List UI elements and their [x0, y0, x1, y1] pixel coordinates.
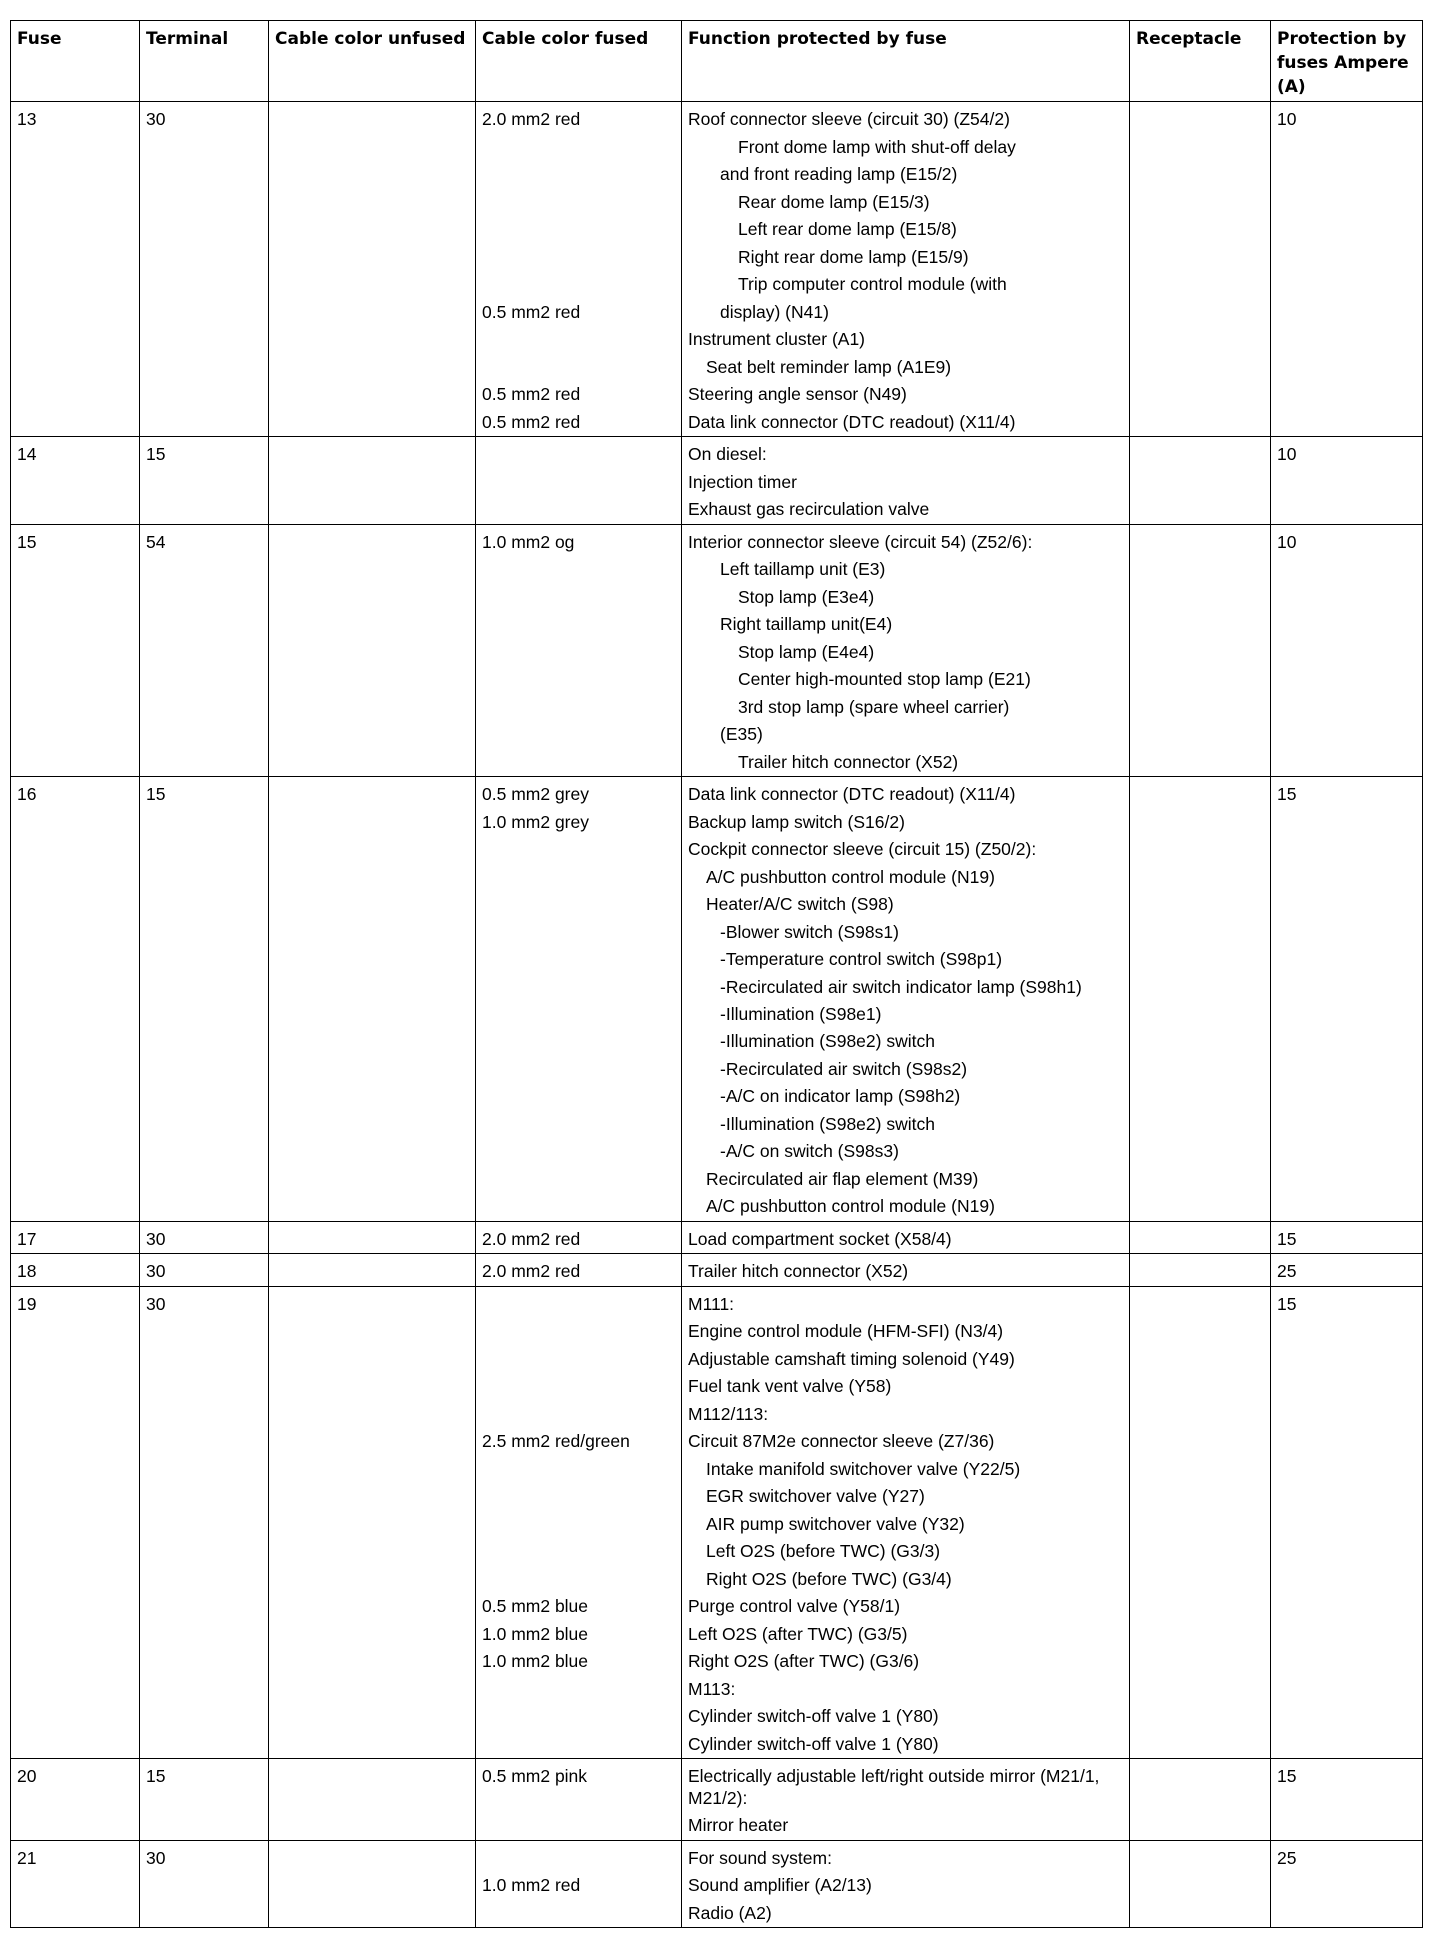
cable-color-value: 0.5 mm2 red — [482, 384, 581, 404]
function-item: Rear dome lamp (E15/3) — [738, 191, 930, 212]
function-item: For sound system: — [688, 1847, 832, 1868]
fuse-number: 14 — [11, 437, 140, 525]
cable-color-value — [482, 1346, 675, 1374]
fuse-number: 17 — [11, 1221, 140, 1254]
function-item: -Recirculated air switch indicator lamp (S98h1) — [720, 976, 1082, 997]
function-item: Stop lamp (E4e4) — [738, 641, 875, 662]
header-row — [11, 21, 1423, 102]
function-item: Exhaust gas recirculation valve — [688, 499, 930, 519]
function-item: Heater/A/C switch (S98) — [706, 894, 894, 914]
function-item: Front dome lamp with shut-off delay — [738, 136, 1016, 157]
function-list — [682, 1221, 1130, 1254]
table-row — [11, 1759, 1423, 1841]
function-item: Injection timer — [688, 471, 797, 492]
cable-color-value — [482, 134, 675, 162]
function-item: -Blower switch (S98s1) — [720, 921, 899, 942]
cable-color-value: 0.5 mm2 pink — [482, 1766, 588, 1786]
function-item: Stop lamp (E3e4) — [738, 586, 875, 607]
cable-color-fused — [476, 1759, 682, 1841]
function-item: Sound amplifier (A2/13) — [688, 1875, 872, 1895]
function-item: -Illumination (S98e1) — [720, 1003, 882, 1024]
cable-color-value: 1.0 mm2 blue — [482, 1623, 589, 1644]
cable-color-value — [482, 1401, 675, 1429]
cable-color-unfused — [269, 1840, 476, 1928]
cable-color-value: 2.0 mm2 red — [482, 1261, 581, 1281]
receptacle — [1130, 437, 1271, 525]
cable-color-value — [482, 1291, 675, 1319]
terminal: 30 — [140, 1286, 269, 1759]
fuse-number: 20 — [11, 1759, 140, 1841]
cable-color-value — [482, 1538, 675, 1566]
function-item: -Illumination (S98e2) switch — [720, 1031, 935, 1051]
function-item: AIR pump switchover valve (Y32) — [706, 1513, 965, 1534]
cable-color-unfused — [269, 1254, 476, 1287]
fuse-rating: 25 — [1271, 1254, 1423, 1287]
function-item: Data link connector (DTC readout) (X11/4) — [688, 411, 1016, 432]
function-item: Data link connector (DTC readout) (X11/4) — [688, 784, 1016, 804]
function-item: Right O2S (before TWC) (G3/4) — [706, 1568, 952, 1589]
header-function: Function protected by fuse — [682, 21, 1130, 102]
terminal: 15 — [140, 1759, 269, 1841]
cable-color-unfused — [269, 102, 476, 437]
cable-color-fused — [476, 1221, 682, 1254]
receptacle — [1130, 1840, 1271, 1928]
receptacle — [1130, 102, 1271, 437]
function-list — [682, 437, 1130, 525]
function-item: A/C pushbutton control module (N19) — [706, 1196, 995, 1216]
cable-color-value — [482, 1566, 675, 1594]
fuse-rating: 25 — [1271, 1840, 1423, 1928]
function-item: M111: — [688, 1293, 735, 1314]
terminal: 30 — [140, 1840, 269, 1928]
function-item: Load compartment socket (X58/4) — [688, 1228, 952, 1249]
cable-color-fused — [476, 1286, 682, 1759]
function-item: -Recirculated air switch (S98s2) — [720, 1058, 968, 1079]
function-item: Adjustable camshaft timing solenoid (Y49) — [688, 1348, 1015, 1369]
cable-color-value — [482, 1511, 675, 1539]
cable-color-value: 0.5 mm2 red — [482, 301, 581, 322]
function-item: Right taillamp unit(E4) — [720, 614, 893, 634]
cable-color-value — [482, 244, 675, 272]
cable-color-fused — [476, 777, 682, 1222]
function-item: Right rear dome lamp (E15/9) — [738, 246, 969, 267]
function-item: Left O2S (before TWC) (G3/3) — [706, 1541, 941, 1561]
cable-color-value — [482, 1373, 675, 1401]
function-item: Left rear dome lamp (E15/8) — [738, 219, 957, 239]
cable-color-unfused — [269, 1221, 476, 1254]
fuse-number: 21 — [11, 1840, 140, 1928]
cable-color-value — [482, 161, 675, 189]
cable-color-value — [482, 1845, 675, 1873]
cable-color-unfused — [269, 777, 476, 1222]
terminal: 54 — [140, 524, 269, 777]
cable-color-value — [482, 1456, 675, 1484]
cable-color-value — [482, 1483, 675, 1511]
fuse-rating: 10 — [1271, 437, 1423, 525]
function-item: Center high-mounted stop lamp (E21) — [738, 669, 1031, 689]
receptacle — [1130, 777, 1271, 1222]
table-row — [11, 102, 1423, 437]
function-item: 3rd stop lamp (spare wheel carrier) — [738, 696, 1010, 717]
cable-color-fused — [476, 524, 682, 777]
cable-color-value: 1.0 mm2 blue — [482, 1651, 589, 1671]
function-item: display) (N41) — [720, 301, 829, 322]
cable-color-value — [482, 326, 675, 354]
table-row — [11, 524, 1423, 777]
function-item: Right O2S (after TWC) (G3/6) — [688, 1651, 920, 1671]
function-item: Trip computer control module (with — [738, 274, 1007, 294]
receptacle — [1130, 1221, 1271, 1254]
function-item: Roof connector sleeve (circuit 30) (Z54/2) — [688, 109, 1010, 129]
cable-color-fused — [476, 1840, 682, 1928]
table-row — [11, 1840, 1423, 1928]
fuse-number: 16 — [11, 777, 140, 1222]
cable-color-unfused — [269, 437, 476, 525]
receptacle — [1130, 1286, 1271, 1759]
function-list — [682, 1759, 1130, 1841]
cable-color-unfused — [269, 1759, 476, 1841]
function-item: Steering angle sensor (N49) — [688, 384, 907, 404]
function-item: Cockpit connector sleeve (circuit 15) (Z50/2): — [688, 839, 1037, 859]
fuse-number: 15 — [11, 524, 140, 777]
function-item: Left taillamp unit (E3) — [720, 559, 886, 579]
table-row — [11, 777, 1423, 1222]
terminal: 30 — [140, 1254, 269, 1287]
header-protection: Protection by fuses Ampere (A) — [1271, 21, 1423, 102]
function-item: Trailer hitch connector (X52) — [688, 1261, 909, 1281]
receptacle — [1130, 1759, 1271, 1841]
function-list — [682, 1286, 1130, 1759]
cable-color-fused — [476, 1254, 682, 1287]
fuse-rating: 10 — [1271, 102, 1423, 437]
fuse-rating: 10 — [1271, 524, 1423, 777]
function-item: M112/113: — [688, 1403, 769, 1424]
header-cable-color-fused: Cable color fused — [476, 21, 682, 102]
receptacle — [1130, 1254, 1271, 1287]
table-row — [11, 1254, 1423, 1287]
function-item: Engine control module (HFM-SFI) (N3/4) — [688, 1321, 1004, 1341]
function-list — [682, 524, 1130, 777]
fuse-number: 18 — [11, 1254, 140, 1287]
function-list — [682, 777, 1130, 1222]
function-item: -Illumination (S98e2) switch — [720, 1113, 935, 1134]
cable-color-value: 0.5 mm2 grey — [482, 784, 589, 804]
function-item: A/C pushbutton control module (N19) — [706, 866, 995, 887]
cable-color-value: 0.5 mm2 blue — [482, 1596, 589, 1616]
cable-color-unfused — [269, 524, 476, 777]
header-terminal: Terminal — [140, 21, 269, 102]
fuse-rating: 15 — [1271, 1759, 1423, 1841]
function-item: -Temperature control switch (S98p1) — [720, 949, 1003, 969]
cable-color-value — [482, 216, 675, 244]
function-item: Electrically adjustable left/right outside mirror (M21/1, M21/2): — [688, 1766, 1100, 1808]
cable-color-value — [482, 189, 675, 217]
terminal: 30 — [140, 1221, 269, 1254]
cable-color-value: 2.0 mm2 red — [482, 1228, 581, 1249]
function-item: Purge control valve (Y58/1) — [688, 1596, 901, 1616]
function-item: EGR switchover valve (Y27) — [706, 1486, 925, 1506]
function-item: Radio (A2) — [688, 1902, 772, 1923]
cable-color-value: 1.0 mm2 og — [482, 531, 575, 552]
function-item: -A/C on indicator lamp (S98h2) — [720, 1086, 961, 1106]
header-cable-color-unfused: Cable color unfused — [269, 21, 476, 102]
function-item: Recirculated air flap element (M39) — [706, 1168, 979, 1189]
cable-color-fused — [476, 102, 682, 437]
function-item: Cylinder switch-off valve 1 (Y80) — [688, 1706, 939, 1726]
terminal: 30 — [140, 102, 269, 437]
header-fuse: Fuse — [11, 21, 140, 102]
cable-color-value: 1.0 mm2 grey — [482, 811, 589, 832]
receptacle — [1130, 524, 1271, 777]
table-row — [11, 1286, 1423, 1759]
function-item: Trailer hitch connector (X52) — [738, 751, 959, 772]
function-item: Circuit 87M2e connector sleeve (Z7/36) — [688, 1431, 995, 1451]
function-list — [682, 1254, 1130, 1287]
table-body — [11, 102, 1423, 1928]
cable-color-value — [482, 271, 675, 299]
function-item: Interior connector sleeve (circuit 54) (Z52/6): — [688, 531, 1033, 552]
fuse-number: 13 — [11, 102, 140, 437]
fuse-rating: 15 — [1271, 1221, 1423, 1254]
cable-color-value: 2.5 mm2 red/green — [482, 1431, 630, 1451]
function-item: Cylinder switch-off valve 1 (Y80) — [688, 1733, 939, 1754]
function-list — [682, 1840, 1130, 1928]
table-row — [11, 1221, 1423, 1254]
function-item: Backup lamp switch (S16/2) — [688, 811, 905, 832]
function-item: and front reading lamp (E15/2) — [720, 164, 958, 184]
cable-color-fused — [476, 437, 682, 525]
cable-color-value: 1.0 mm2 red — [482, 1875, 581, 1895]
cable-color-value — [482, 1318, 675, 1346]
function-item: Mirror heater — [688, 1815, 789, 1835]
cable-color-value: 2.0 mm2 red — [482, 109, 581, 129]
fuse-rating: 15 — [1271, 1286, 1423, 1759]
fuse-table — [10, 20, 1423, 1928]
function-item: -A/C on switch (S98s3) — [720, 1141, 899, 1161]
function-list — [682, 102, 1130, 437]
terminal: 15 — [140, 437, 269, 525]
cable-color-unfused — [269, 1286, 476, 1759]
function-item: Instrument cluster (A1) — [688, 329, 865, 349]
function-item: M113: — [688, 1678, 736, 1699]
header-receptacle: Receptacle — [1130, 21, 1271, 102]
function-item: Fuel tank vent valve (Y58) — [688, 1376, 892, 1396]
function-item: On diesel: — [688, 444, 767, 464]
table-row — [11, 437, 1423, 525]
cable-color-value — [482, 354, 675, 382]
terminal: 15 — [140, 777, 269, 1222]
fuse-rating: 15 — [1271, 777, 1423, 1222]
fuse-number: 19 — [11, 1286, 140, 1759]
function-item: Left O2S (after TWC) (G3/5) — [688, 1623, 908, 1644]
function-item: (E35) — [720, 724, 763, 744]
cable-color-value: 0.5 mm2 red — [482, 411, 581, 432]
function-item: Intake manifold switchover valve (Y22/5) — [706, 1458, 1021, 1479]
function-item: Seat belt reminder lamp (A1E9) — [706, 356, 952, 377]
